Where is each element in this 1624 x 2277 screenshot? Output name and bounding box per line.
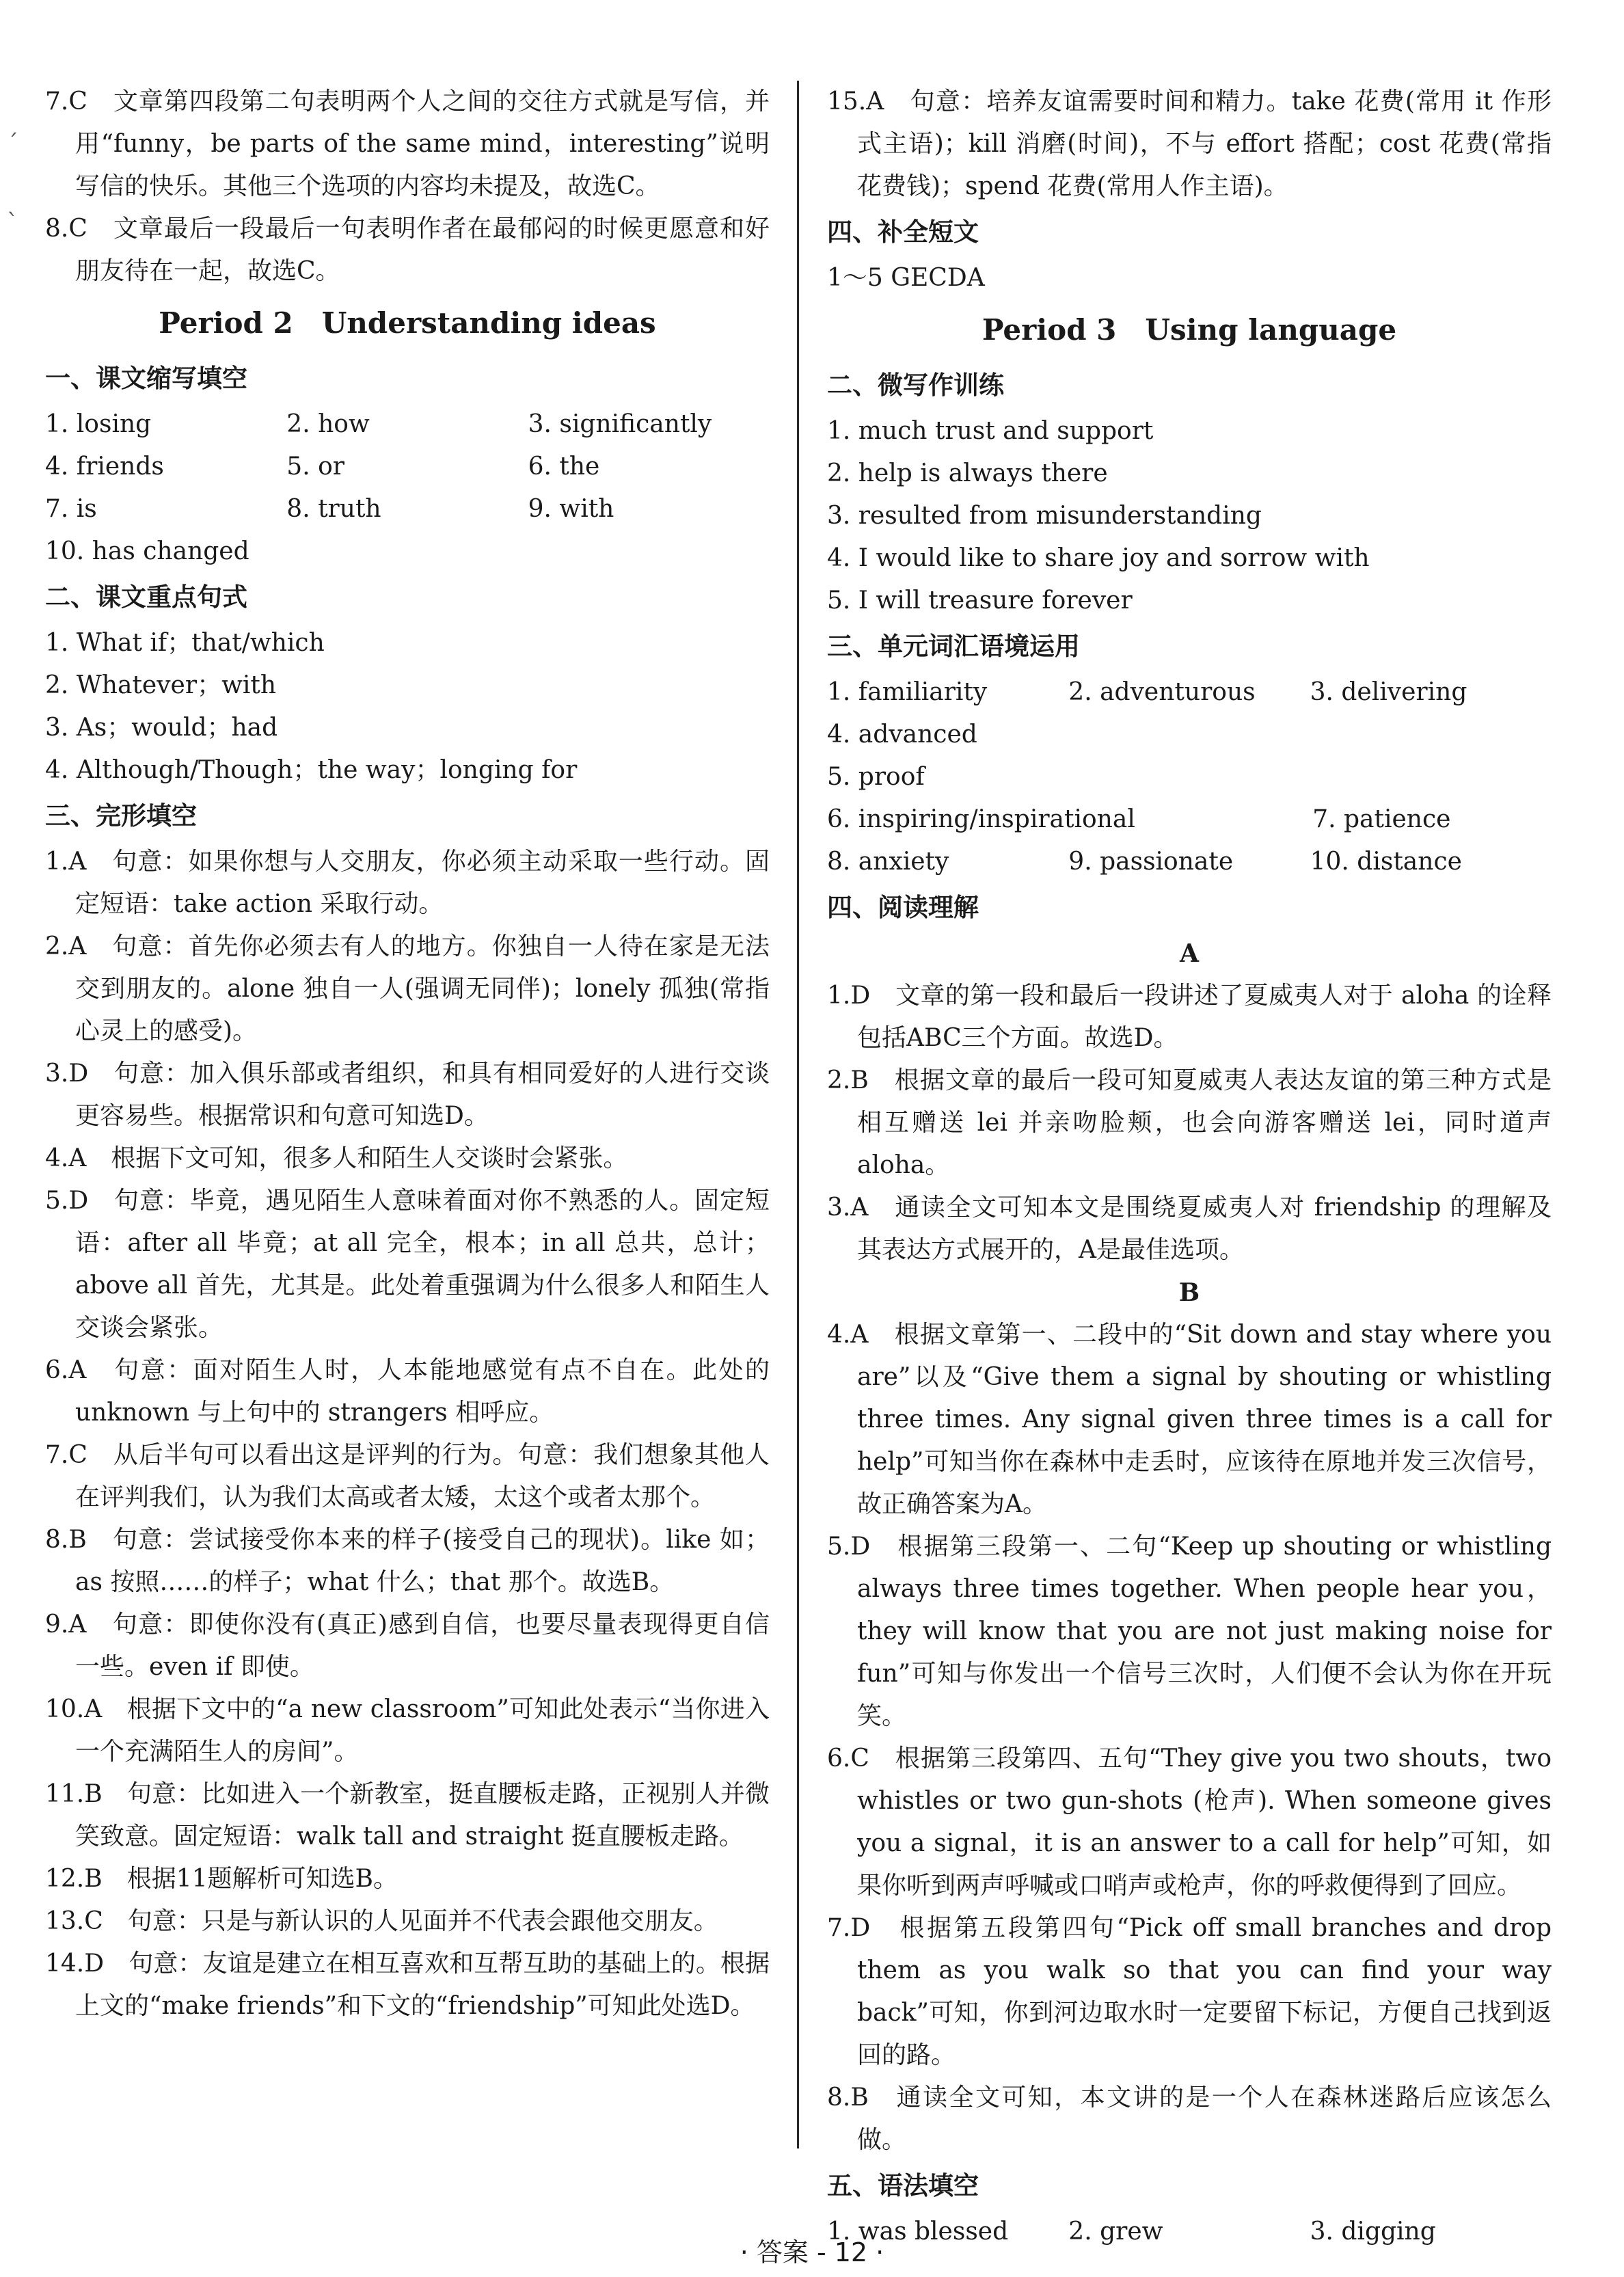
sentence-answer: 2. Whatever；with [45,671,277,699]
vocabulary-answer: 9. passionate [1068,848,1234,876]
vocabulary-answer: 4. advanced [827,720,977,749]
cloze-answer: 2.A 句意：首先你必须去有人的地方。你独自一人待在家是无法交到朋友的。alone 独自一人(强调无同伴)；lonely 孤独(常指心灵上的感受)。 [45,932,770,1045]
vocabulary-answer: 7. patience [1312,805,1451,833]
section-heading-complete-passage: 四、补全短文 [827,217,979,247]
vocabulary-answers [827,671,1552,883]
summary-answer: 3. significantly [528,410,712,438]
micro-writing-answer: 3. resulted from misunderstanding [827,502,1262,530]
section-heading-reading: 四、阅读理解 [827,893,979,922]
section-heading-sentences: 二、课文重点句式 [45,582,247,612]
summary-answer: 5. or [286,453,344,481]
reading-part-a: A [1180,939,1199,968]
cloze-answer: 15.A 句意：培养友谊需要时间和精力。take 花费(常用 it 作形式主语)；kill 消磨(时间)，不与 effort 搭配；cost 花费(常指花费钱)；spend 花费(常用人作主语)。 [827,87,1552,200]
right-column [827,81,1552,2253]
micro-writing-answer: 2. help is always there [827,459,1108,487]
summary-answer: 1. losing [45,410,152,438]
complete-passage-answer: 1～5 GECDA [827,264,985,292]
answer-7c: 7.C 文章第四段第二句表明两个人之间的交往方式就是写信，并用“funny，be parts of the same mind，interesting”说明写信的快乐。其他三个选项的内容均未提及，故选C。 [45,87,770,200]
reading-answer: 6.C 根据第三段第四、五句“They give you two shouts，two whistles or two gun-shots (枪声). When someone gives you a signal，it is an answer to a call for help”可知，如果你听到两声呼喊或口哨声或枪声，你的呼救便得到了回应。 [827,1744,1552,1900]
vocabulary-answer: 1. familiarity [827,678,988,706]
cloze-answer: 11.B 句意：比如进入一个新教室，挺直腰板走路，正视别人并微笑致意。固定短语：walk tall and straight 挺直腰板走路。 [45,1780,770,1850]
vocabulary-answer: 8. anxiety [827,848,949,876]
reading-answer: 5.D 根据第三段第一、二句“Keep up shouting or whistling always three times together. When people hear you，they will know that you are not just making noise for fun”可知与你发出一个信号三次时，人们便不会认为你在开玩笑。 [827,1533,1552,1730]
micro-writing-answer: 5. I will treasure forever [827,587,1133,615]
cloze-answer: 14.D 句意：友谊是建立在相互喜欢和互帮互助的基础上的。根据上文的“make friends”和下文的“friendship”可知此处选D。 [45,1950,770,2020]
grammar-answer: 3. digging [1310,2218,1436,2246]
cloze-answer: 3.D 句意：加入俱乐部或者组织，和具有相同爱好的人进行交谈更容易些。根据常识和句意可知选D。 [45,1060,770,1130]
section-heading-summary: 一、课文缩写填空 [45,364,247,393]
reading-part-b: B [1178,1278,1200,1307]
section-heading-grammar: 五、语法填空 [827,2171,979,2200]
cloze-answer: 5.D 句意：毕竟，遇见陌生人意味着面对你不熟悉的人。固定短语：after all 毕竟；at all 完全，根本；in all 总共，总计；above all 首先，尤其是。此处着重强调为什么很多人和陌生人交谈会紧张。 [45,1187,770,1342]
column-divider [797,81,799,2148]
vocabulary-answer: 2. adventurous [1068,678,1256,706]
reading-answer: 2.B 根据文章的最后一段可知夏威夷人表达友谊的第三种方式是相互赠送 lei 并亲吻脸颊，也会向游客赠送 lei，同时道声 aloha。 [827,1066,1552,1179]
answer-8c: 8.C 文章最后一段最后一句表明作者在最郁闷的时候更愿意和好朋友待在一起，故选C。 [45,215,770,285]
sentence-answer: 3. As；would；had [45,714,278,742]
vocabulary-answer: 6. inspiring/inspirational [827,805,1135,833]
reading-answer: 3.A 通读全文可知本文是围绕夏威夷人对 friendship 的理解及其表达方式展开的，A是最佳选项。 [827,1194,1552,1264]
cloze-answer: 13.C 句意：只是与新认识的人见面并不代表会跟他交朋友。 [45,1907,718,1935]
period-2-title: Period 2 Understanding ideas [159,306,656,340]
cloze-answer: 4.A 根据下文可知，很多人和陌生人交谈时会紧张。 [45,1144,628,1172]
cloze-answer: 12.B 根据11题解析可知选B。 [45,1865,398,1893]
page-footer: · 答案 - 12 · [740,2237,884,2267]
cloze-answer: 8.B 句意：尝试接受你本来的样子(接受自己的现状)。like 如；as 按照……的样子；what 什么；that 那个。故选B。 [45,1526,770,1596]
cloze-answer: 6.A 句意：面对陌生人时，人本能地感觉有点不自在。此处的 unknown 与上句中的 strangers 相呼应。 [45,1356,770,1427]
grammar-answer: 2. grew [1068,2218,1163,2246]
sentence-answer: 4. Although/Though；the way；longing for [45,756,578,784]
scan-mark: ˋ [7,209,18,237]
micro-writing-answer: 1. much trust and support [827,417,1154,445]
cloze-answer: 9.A 句意：即使你没有(真正)感到自信，也要尽量表现得更自信一些。even if 即使。 [45,1611,770,1681]
summary-answer: 2. how [286,410,370,438]
reading-answer: 8.B 通读全文可知，本文讲的是一个人在森林迷路后应该怎么做。 [827,2084,1552,2154]
reading-answer: 1.D 文章的第一段和最后一段讲述了夏威夷人对于 aloha 的诠释包括ABC三个方面。故选D。 [827,982,1552,1052]
summary-answer: 9. with [528,495,614,523]
section-heading-cloze: 三、完形填空 [45,801,197,831]
section-heading-micro-writing: 二、微写作训练 [827,370,1004,400]
cloze-answer: 1.A 句意：如果你想与人交朋友，你必须主动采取一些行动。固定短语：take action 采取行动。 [45,848,770,918]
sentence-answer: 1. What if；that/which [45,629,325,657]
period-3-title: Period 3 Using language [982,313,1397,347]
reading-answer: 4.A 根据文章第一、二段中的“Sit down and stay where you are”以及“Give them a signal by shouting or whistling three times. Any signal given three times is a call for help”可知当你在森林中走丢时，应该待在原地并发三次信号，故正确答案为A。 [827,1321,1552,1518]
section-heading-vocabulary: 三、单元词汇语境运用 [827,632,1080,661]
summary-answer: 10. has changed [45,537,249,565]
grammar-answer: 1. was blessed [827,2218,1009,2246]
left-column [45,81,770,2027]
vocabulary-answer: 3. delivering [1310,678,1467,706]
reading-answer: 7.D 根据第五段第四句“Pick off small branches and drop them as you walk so that you can find your way back”可知，你到河边取水时一定要留下标记，方便自己找到返回的路。 [827,1914,1552,2069]
vocabulary-answer: 5. proof [827,763,925,791]
summary-answer: 7. is [45,495,97,523]
summary-answers [45,403,770,573]
cloze-answer: 10.A 根据下文中的“a new classroom”可知此处表示“当你进入一个充满陌生人的房间”。 [45,1695,770,1766]
vocabulary-answer: 10. distance [1310,848,1462,876]
summary-answer: 8. truth [286,495,381,523]
scan-mark: ˊ [7,130,18,157]
cloze-answer: 7.C 从后半句可以看出这是评判的行为。句意：我们想象其他人在评判我们，认为我们太高或者太矮，太这个或者太那个。 [45,1441,770,1511]
summary-answer: 6. the [528,453,600,481]
summary-answer: 4. friends [45,453,164,481]
micro-writing-answer: 4. I would like to share joy and sorrow with [827,544,1370,572]
